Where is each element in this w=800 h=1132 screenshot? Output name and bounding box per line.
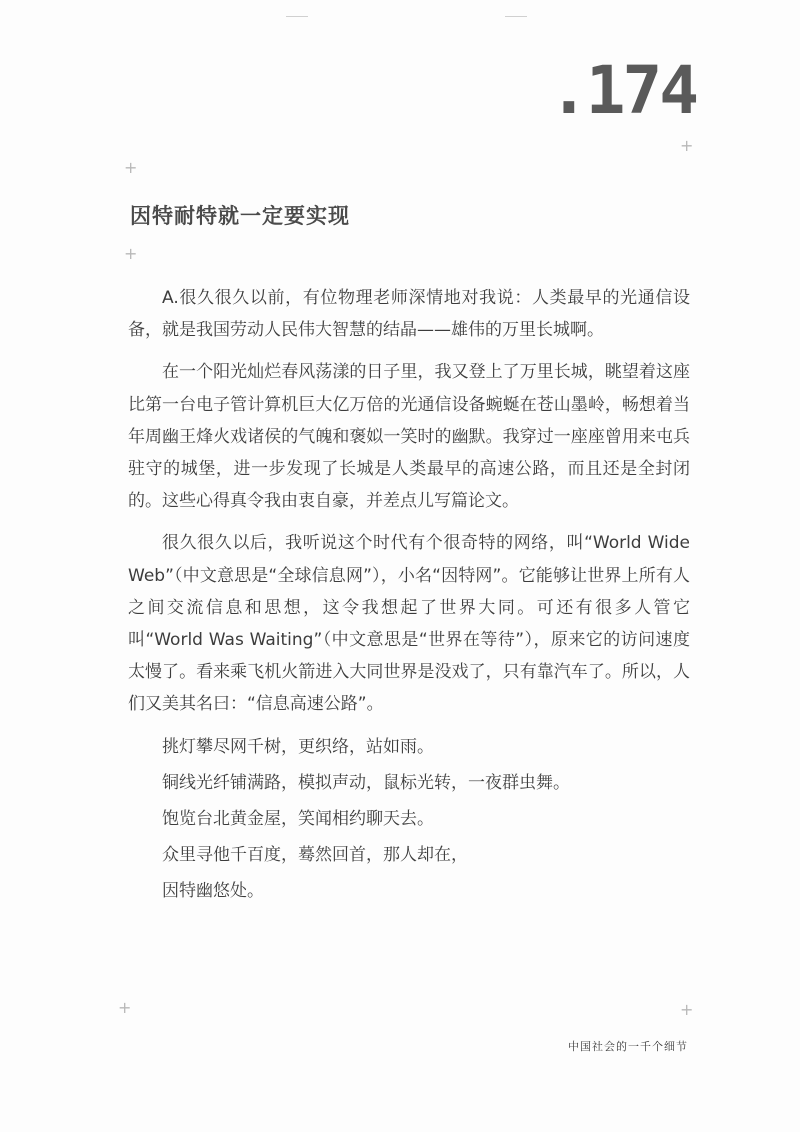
crop-mark: + [124,244,138,263]
crop-mark: + [680,136,694,155]
paragraph: A.很久很久以前，有位物理老师深情地对我说：人类最早的光通信设备，就是我国劳动人民伟大智慧的结晶——雄伟的万里长城啊。 [128,288,690,341]
book-footer: 中国社会的一千个细节 [568,1040,688,1053]
paragraph: 在一个阳光灿烂春风荡漾的日子里，我又登上了万里长城，眺望着这座比第一台电子管计算机巨大亿万倍的光通信设备蜿蜒在苍山墨岭，畅想着当年周幽王烽火戏诸侯的气魄和褒姒一笑时的幽默。我穿过一座座曾用来屯兵驻守的城堡，进一步发现了长城是人类最早的高速公路，而且还是全封闭的。这些心得真令我由衷自豪，并差点儿写篇论文。 [128,362,690,512]
registration-mark [286,16,308,17]
paragraph: 很久很久以后，我听说这个时代有个很奇特的网络，叫“World Wide Web”（中文意思是“全球信息网”），小名“因特网”。它能够让世界上所有人之间交流信息和思想，这令我想起了世界大同。可还有很多人管它叫“World Was Waiting”（中文意思是“世界在等待”），原来它的访问速度太慢了。看来乘飞机火箭进入大同世界是没戏了，只有靠汽车了。所以，人们又美其名曰：“信息高速公路”。 [128,533,690,715]
page-number: .174 [549,52,696,129]
article-body [128,282,690,912]
article-title: 因特耐特就一定要实现 [130,204,350,228]
crop-mark: + [124,158,138,177]
poem-line: 众里寻他千百度，蓦然回首，那人却在， [162,845,468,866]
poem-line: 挑灯攀尽网千树，更织络，站如雨。 [162,736,434,757]
crop-mark: + [680,1000,694,1019]
crop-mark: + [118,998,132,1017]
poem-line: 铜线光纤铺满路，模拟声动，鼠标光转，一夜群虫舞。 [162,772,570,793]
poem-line: 饱览台北黄金屋，笑闻相约聊天去。 [162,809,434,830]
poem-line: 因特幽悠处。 [162,881,264,902]
registration-mark [505,16,527,17]
